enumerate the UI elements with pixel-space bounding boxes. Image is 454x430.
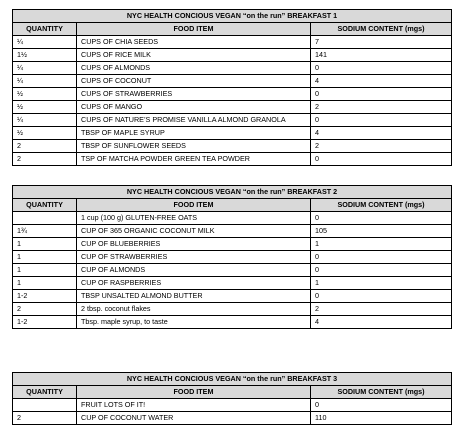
cell-sodium: 0 (311, 114, 452, 127)
cell-food-item: CUP OF 365 ORGANIC COCONUT MILK (77, 225, 311, 238)
cell-sodium: 2 (311, 303, 452, 316)
table-row (13, 399, 452, 412)
cell-quantity: 1½ (13, 49, 77, 62)
cell-food-item: Tbsp. maple syrup, to taste (77, 316, 311, 329)
column-header-sodium: SODIUM CONTENT (mgs) (311, 23, 452, 36)
column-header-sodium: SODIUM CONTENT (mgs) (311, 386, 452, 399)
cell-food-item: FRUIT LOTS OF IT! (77, 399, 311, 412)
table-row (13, 62, 452, 75)
table-row (13, 412, 452, 425)
cell-sodium: 2 (311, 101, 452, 114)
column-header-quantity: QUANTITY (13, 23, 77, 36)
cell-sodium: 110 (311, 412, 452, 425)
cell-food-item: 2 tbsp. coconut flakes (77, 303, 311, 316)
table-row (13, 277, 452, 290)
table-row (13, 303, 452, 316)
cell-food-item: TBSP OF MAPLE SYRUP (77, 127, 311, 140)
cell-quantity: ½ (13, 101, 77, 114)
cell-food-item: CUP OF BLUEBERRIES (77, 238, 311, 251)
cell-food-item: CUPS OF NATURE’S PROMISE VANILLA ALMOND GRANOLA (77, 114, 311, 127)
table-title: NYC HEALTH CONCIOUS VEGAN “on the run” BREAKFAST 3 (13, 373, 452, 386)
table-header-row (13, 199, 452, 212)
cell-food-item: CUPS OF MANGO (77, 101, 311, 114)
table-row (13, 75, 452, 88)
breakfast-table-1 (12, 9, 452, 166)
cell-quantity: 1-2 (13, 316, 77, 329)
cell-food-item: CUP OF COCONUT WATER (77, 412, 311, 425)
cell-sodium: 105 (311, 225, 452, 238)
table-row (13, 88, 452, 101)
cell-sodium: 1 (311, 238, 452, 251)
cell-food-item: TBSP OF SUNFLOWER SEEDS (77, 140, 311, 153)
column-header-food-item: FOOD ITEM (77, 386, 311, 399)
table-row (13, 290, 452, 303)
table-row (13, 101, 452, 114)
table-title-row (13, 186, 452, 199)
cell-sodium: 0 (311, 399, 452, 412)
cell-sodium: 0 (311, 251, 452, 264)
table-header-row (13, 386, 452, 399)
cell-quantity (13, 212, 77, 225)
column-header-sodium: SODIUM CONTENT (mgs) (311, 199, 452, 212)
cell-quantity: 2 (13, 140, 77, 153)
cell-food-item: CUP OF ALMONDS (77, 264, 311, 277)
cell-quantity: 1-2 (13, 290, 77, 303)
table-row (13, 264, 452, 277)
breakfast-table-3 (12, 372, 452, 425)
table-row (13, 212, 452, 225)
cell-sodium: 2 (311, 140, 452, 153)
cell-food-item: CUPS OF RICE MILK (77, 49, 311, 62)
cell-food-item: TSP OF MATCHA POWDER GREEN TEA POWDER (77, 153, 311, 166)
table-row (13, 153, 452, 166)
table-row (13, 225, 452, 238)
cell-quantity: 2 (13, 412, 77, 425)
column-header-food-item: FOOD ITEM (77, 23, 311, 36)
column-header-quantity: QUANTITY (13, 386, 77, 399)
cell-quantity: 1¾ (13, 225, 77, 238)
table-title: NYC HEALTH CONCIOUS VEGAN “on the run” BREAKFAST 2 (13, 186, 452, 199)
cell-food-item: CUPS OF CHIA SEEDS (77, 36, 311, 49)
cell-quantity: 1 (13, 251, 77, 264)
cell-food-item: CUP OF RASPBERRIES (77, 277, 311, 290)
cell-sodium: 0 (311, 62, 452, 75)
cell-quantity: 1 (13, 277, 77, 290)
breakfast-table-2 (12, 185, 452, 329)
cell-quantity: 2 (13, 153, 77, 166)
cell-food-item: CUPS OF STRAWBERRIES (77, 88, 311, 101)
cell-sodium: 141 (311, 49, 452, 62)
table-row (13, 114, 452, 127)
cell-food-item: TBSP UNSALTED ALMOND BUTTER (77, 290, 311, 303)
cell-quantity: ¼ (13, 114, 77, 127)
cell-sodium: 0 (311, 88, 452, 101)
table-row (13, 316, 452, 329)
column-header-food-item: FOOD ITEM (77, 199, 311, 212)
table-title-row (13, 10, 452, 23)
table-row (13, 127, 452, 140)
cell-sodium: 4 (311, 127, 452, 140)
cell-quantity (13, 399, 77, 412)
table-row (13, 36, 452, 49)
table-row (13, 49, 452, 62)
cell-quantity: ¼ (13, 62, 77, 75)
cell-quantity: 1 (13, 264, 77, 277)
cell-food-item: CUP OF STRAWBERRIES (77, 251, 311, 264)
cell-quantity: 2 (13, 303, 77, 316)
table-header-row (13, 23, 452, 36)
cell-quantity: ½ (13, 88, 77, 101)
cell-sodium: 0 (311, 290, 452, 303)
cell-sodium: 4 (311, 75, 452, 88)
cell-sodium: 1 (311, 277, 452, 290)
table-title: NYC HEALTH CONCIOUS VEGAN “on the run” BREAKFAST 1 (13, 10, 452, 23)
cell-sodium: 4 (311, 316, 452, 329)
cell-food-item: 1 cup (100 g) GLUTEN-FREE OATS (77, 212, 311, 225)
table-row (13, 238, 452, 251)
table-row (13, 140, 452, 153)
cell-quantity: ¼ (13, 36, 77, 49)
table-title-row (13, 373, 452, 386)
cell-quantity: 1 (13, 238, 77, 251)
cell-food-item: CUPS OF COCONUT (77, 75, 311, 88)
cell-sodium: 0 (311, 212, 452, 225)
cell-sodium: 0 (311, 264, 452, 277)
cell-sodium: 0 (311, 153, 452, 166)
table-row (13, 251, 452, 264)
column-header-quantity: QUANTITY (13, 199, 77, 212)
cell-food-item: CUPS OF ALMONDS (77, 62, 311, 75)
cell-sodium: 7 (311, 36, 452, 49)
cell-quantity: ¼ (13, 75, 77, 88)
cell-quantity: ½ (13, 127, 77, 140)
